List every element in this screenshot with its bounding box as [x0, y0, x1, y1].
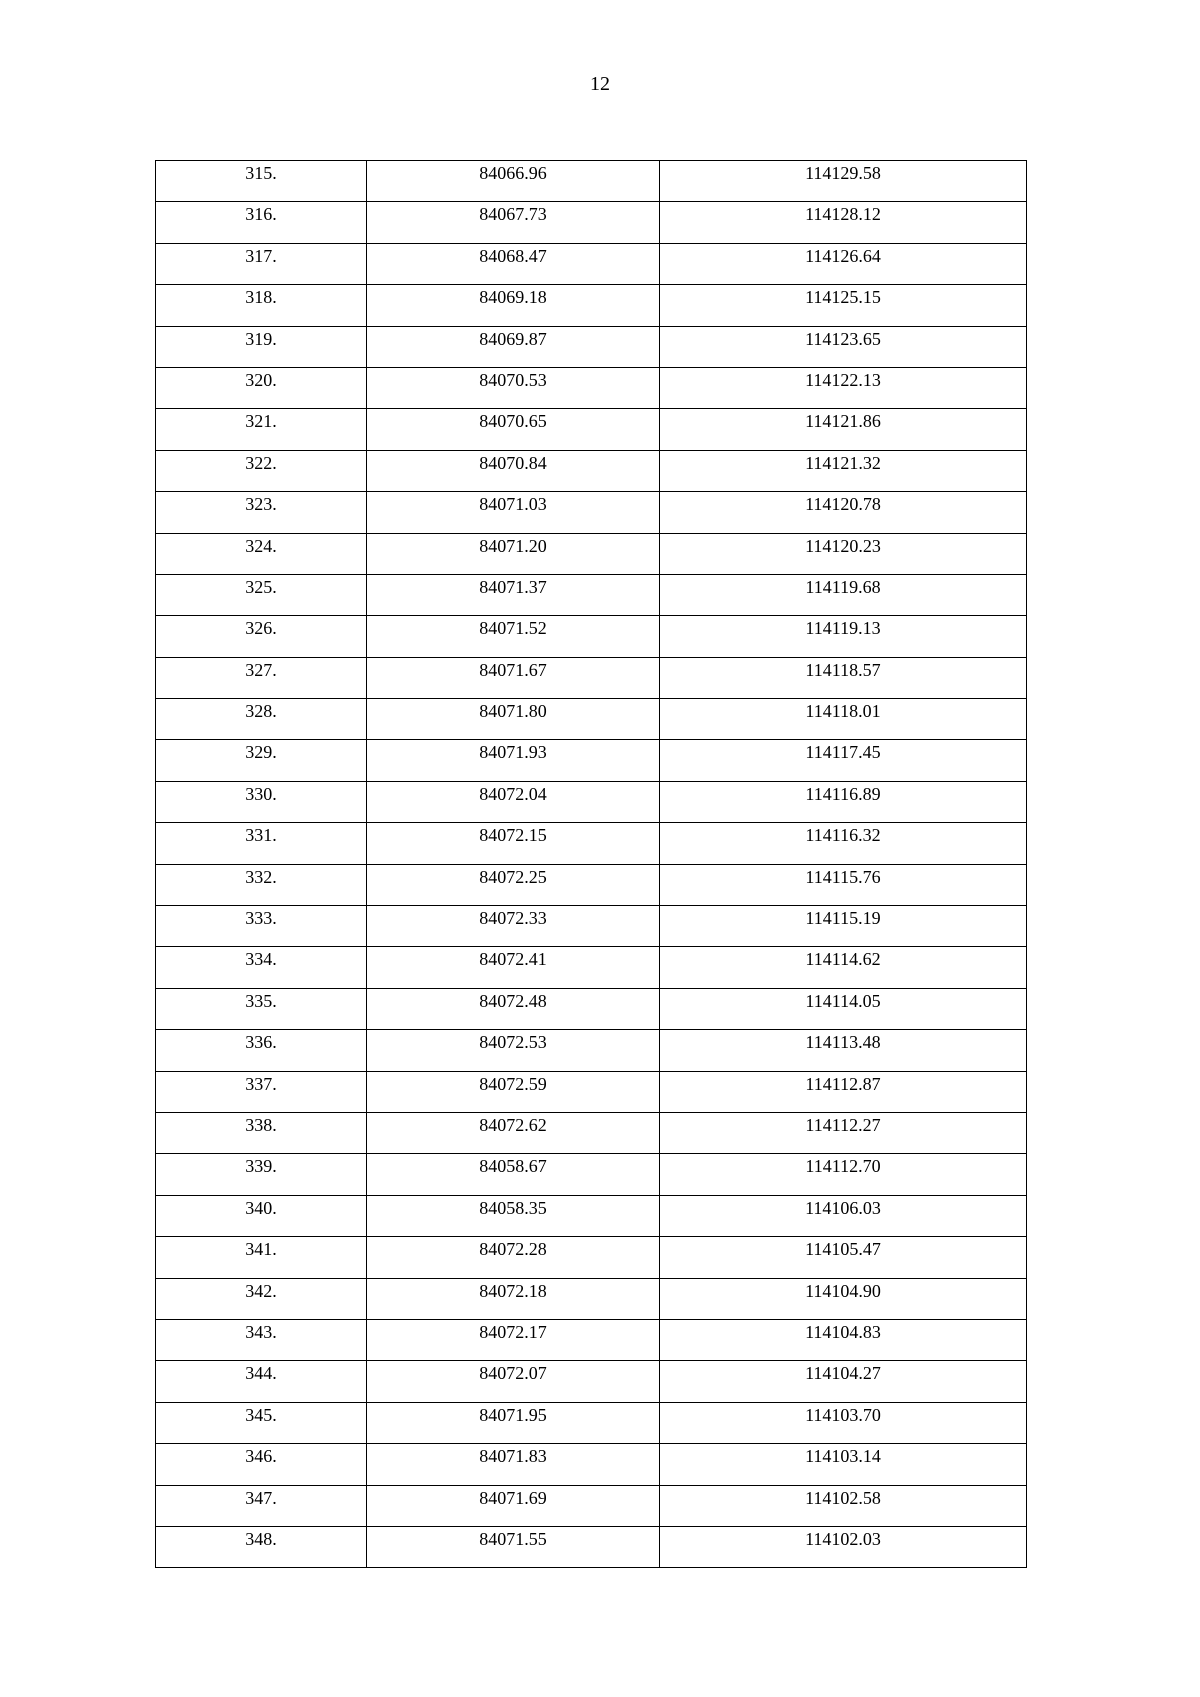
x-coordinate-cell: 84067.73 [367, 202, 660, 243]
table-row [156, 533, 1027, 574]
table-row [156, 616, 1027, 657]
table-row [156, 657, 1027, 698]
y-coordinate-cell: 114114.62 [660, 947, 1027, 988]
x-coordinate-cell: 84072.04 [367, 781, 660, 822]
x-coordinate-cell: 84058.35 [367, 1195, 660, 1236]
x-coordinate-cell: 84072.17 [367, 1319, 660, 1360]
table-row [156, 492, 1027, 533]
point-number-cell: 348. [156, 1526, 367, 1567]
y-coordinate-cell: 114125.15 [660, 285, 1027, 326]
x-coordinate-cell: 84071.03 [367, 492, 660, 533]
y-coordinate-cell: 114102.03 [660, 1526, 1027, 1567]
table-row [156, 699, 1027, 740]
point-number-cell: 340. [156, 1195, 367, 1236]
x-coordinate-cell: 84072.41 [367, 947, 660, 988]
table-row [156, 1402, 1027, 1443]
point-number-cell: 316. [156, 202, 367, 243]
table-row [156, 1154, 1027, 1195]
table-row [156, 823, 1027, 864]
y-coordinate-cell: 114126.64 [660, 243, 1027, 284]
y-coordinate-cell: 114121.86 [660, 409, 1027, 450]
y-coordinate-cell: 114113.48 [660, 1030, 1027, 1071]
table-row [156, 1278, 1027, 1319]
x-coordinate-cell: 84072.48 [367, 988, 660, 1029]
x-coordinate-cell: 84070.65 [367, 409, 660, 450]
x-coordinate-cell: 84071.20 [367, 533, 660, 574]
page-number: 12 [590, 73, 610, 95]
x-coordinate-cell: 84072.07 [367, 1361, 660, 1402]
x-coordinate-cell: 84071.37 [367, 574, 660, 615]
y-coordinate-cell: 114105.47 [660, 1237, 1027, 1278]
y-coordinate-cell: 114115.19 [660, 906, 1027, 947]
y-coordinate-cell: 114119.68 [660, 574, 1027, 615]
y-coordinate-cell: 114112.70 [660, 1154, 1027, 1195]
x-coordinate-cell: 84069.18 [367, 285, 660, 326]
point-number-cell: 338. [156, 1112, 367, 1153]
y-coordinate-cell: 114104.90 [660, 1278, 1027, 1319]
table-row [156, 1485, 1027, 1526]
y-coordinate-cell: 114122.13 [660, 367, 1027, 408]
x-coordinate-cell: 84072.15 [367, 823, 660, 864]
y-coordinate-cell: 114121.32 [660, 450, 1027, 491]
point-number-cell: 320. [156, 367, 367, 408]
y-coordinate-cell: 114118.57 [660, 657, 1027, 698]
point-number-cell: 317. [156, 243, 367, 284]
y-coordinate-cell: 114114.05 [660, 988, 1027, 1029]
point-number-cell: 331. [156, 823, 367, 864]
table-row [156, 367, 1027, 408]
y-coordinate-cell: 114120.78 [660, 492, 1027, 533]
x-coordinate-cell: 84069.87 [367, 326, 660, 367]
table-row [156, 1361, 1027, 1402]
point-number-cell: 318. [156, 285, 367, 326]
x-coordinate-cell: 84072.18 [367, 1278, 660, 1319]
point-number-cell: 336. [156, 1030, 367, 1071]
x-coordinate-cell: 84072.25 [367, 864, 660, 905]
point-number-cell: 335. [156, 988, 367, 1029]
x-coordinate-cell: 84071.67 [367, 657, 660, 698]
point-number-cell: 345. [156, 1402, 367, 1443]
point-number-cell: 337. [156, 1071, 367, 1112]
table-row [156, 988, 1027, 1029]
table-row [156, 243, 1027, 284]
y-coordinate-cell: 114104.27 [660, 1361, 1027, 1402]
y-coordinate-cell: 114104.83 [660, 1319, 1027, 1360]
point-number-cell: 343. [156, 1319, 367, 1360]
point-number-cell: 322. [156, 450, 367, 491]
point-number-cell: 324. [156, 533, 367, 574]
x-coordinate-cell: 84066.96 [367, 161, 660, 202]
point-number-cell: 323. [156, 492, 367, 533]
table-row [156, 740, 1027, 781]
y-coordinate-cell: 114103.70 [660, 1402, 1027, 1443]
table-row [156, 1237, 1027, 1278]
y-coordinate-cell: 114128.12 [660, 202, 1027, 243]
y-coordinate-cell: 114106.03 [660, 1195, 1027, 1236]
point-number-cell: 332. [156, 864, 367, 905]
y-coordinate-cell: 114116.32 [660, 823, 1027, 864]
x-coordinate-cell: 84071.95 [367, 1402, 660, 1443]
x-coordinate-cell: 84071.83 [367, 1444, 660, 1485]
table-row [156, 161, 1027, 202]
table-row [156, 1112, 1027, 1153]
y-coordinate-cell: 114112.27 [660, 1112, 1027, 1153]
y-coordinate-cell: 114119.13 [660, 616, 1027, 657]
point-number-cell: 342. [156, 1278, 367, 1319]
y-coordinate-cell: 114112.87 [660, 1071, 1027, 1112]
table-row [156, 1526, 1027, 1567]
table-row [156, 326, 1027, 367]
point-number-cell: 334. [156, 947, 367, 988]
point-number-cell: 319. [156, 326, 367, 367]
x-coordinate-cell: 84068.47 [367, 243, 660, 284]
y-coordinate-cell: 114118.01 [660, 699, 1027, 740]
point-number-cell: 326. [156, 616, 367, 657]
table-row [156, 1444, 1027, 1485]
point-number-cell: 325. [156, 574, 367, 615]
point-number-cell: 330. [156, 781, 367, 822]
x-coordinate-cell: 84072.28 [367, 1237, 660, 1278]
x-coordinate-cell: 84070.84 [367, 450, 660, 491]
table-row [156, 781, 1027, 822]
point-number-cell: 328. [156, 699, 367, 740]
x-coordinate-cell: 84071.69 [367, 1485, 660, 1526]
x-coordinate-cell: 84072.53 [367, 1030, 660, 1071]
point-number-cell: 315. [156, 161, 367, 202]
point-number-cell: 346. [156, 1444, 367, 1485]
y-coordinate-cell: 114117.45 [660, 740, 1027, 781]
y-coordinate-cell: 114120.23 [660, 533, 1027, 574]
point-number-cell: 344. [156, 1361, 367, 1402]
table-row [156, 1319, 1027, 1360]
table-row [156, 574, 1027, 615]
table-row [156, 1030, 1027, 1071]
table-row [156, 450, 1027, 491]
coordinates-table [155, 160, 1027, 1568]
table-row [156, 409, 1027, 450]
y-coordinate-cell: 114115.76 [660, 864, 1027, 905]
table-row [156, 1195, 1027, 1236]
x-coordinate-cell: 84071.93 [367, 740, 660, 781]
table-row [156, 864, 1027, 905]
point-number-cell: 339. [156, 1154, 367, 1195]
point-number-cell: 321. [156, 409, 367, 450]
table-row [156, 202, 1027, 243]
point-number-cell: 327. [156, 657, 367, 698]
y-coordinate-cell: 114103.14 [660, 1444, 1027, 1485]
table-row [156, 1071, 1027, 1112]
x-coordinate-cell: 84072.33 [367, 906, 660, 947]
x-coordinate-cell: 84072.59 [367, 1071, 660, 1112]
point-number-cell: 341. [156, 1237, 367, 1278]
x-coordinate-cell: 84058.67 [367, 1154, 660, 1195]
x-coordinate-cell: 84071.55 [367, 1526, 660, 1567]
coordinates-table-body [156, 161, 1027, 1568]
x-coordinate-cell: 84071.52 [367, 616, 660, 657]
table-row [156, 285, 1027, 326]
point-number-cell: 329. [156, 740, 367, 781]
y-coordinate-cell: 114129.58 [660, 161, 1027, 202]
y-coordinate-cell: 114123.65 [660, 326, 1027, 367]
table-row [156, 906, 1027, 947]
y-coordinate-cell: 114116.89 [660, 781, 1027, 822]
table-row [156, 947, 1027, 988]
x-coordinate-cell: 84070.53 [367, 367, 660, 408]
x-coordinate-cell: 84071.80 [367, 699, 660, 740]
point-number-cell: 333. [156, 906, 367, 947]
point-number-cell: 347. [156, 1485, 367, 1526]
x-coordinate-cell: 84072.62 [367, 1112, 660, 1153]
y-coordinate-cell: 114102.58 [660, 1485, 1027, 1526]
